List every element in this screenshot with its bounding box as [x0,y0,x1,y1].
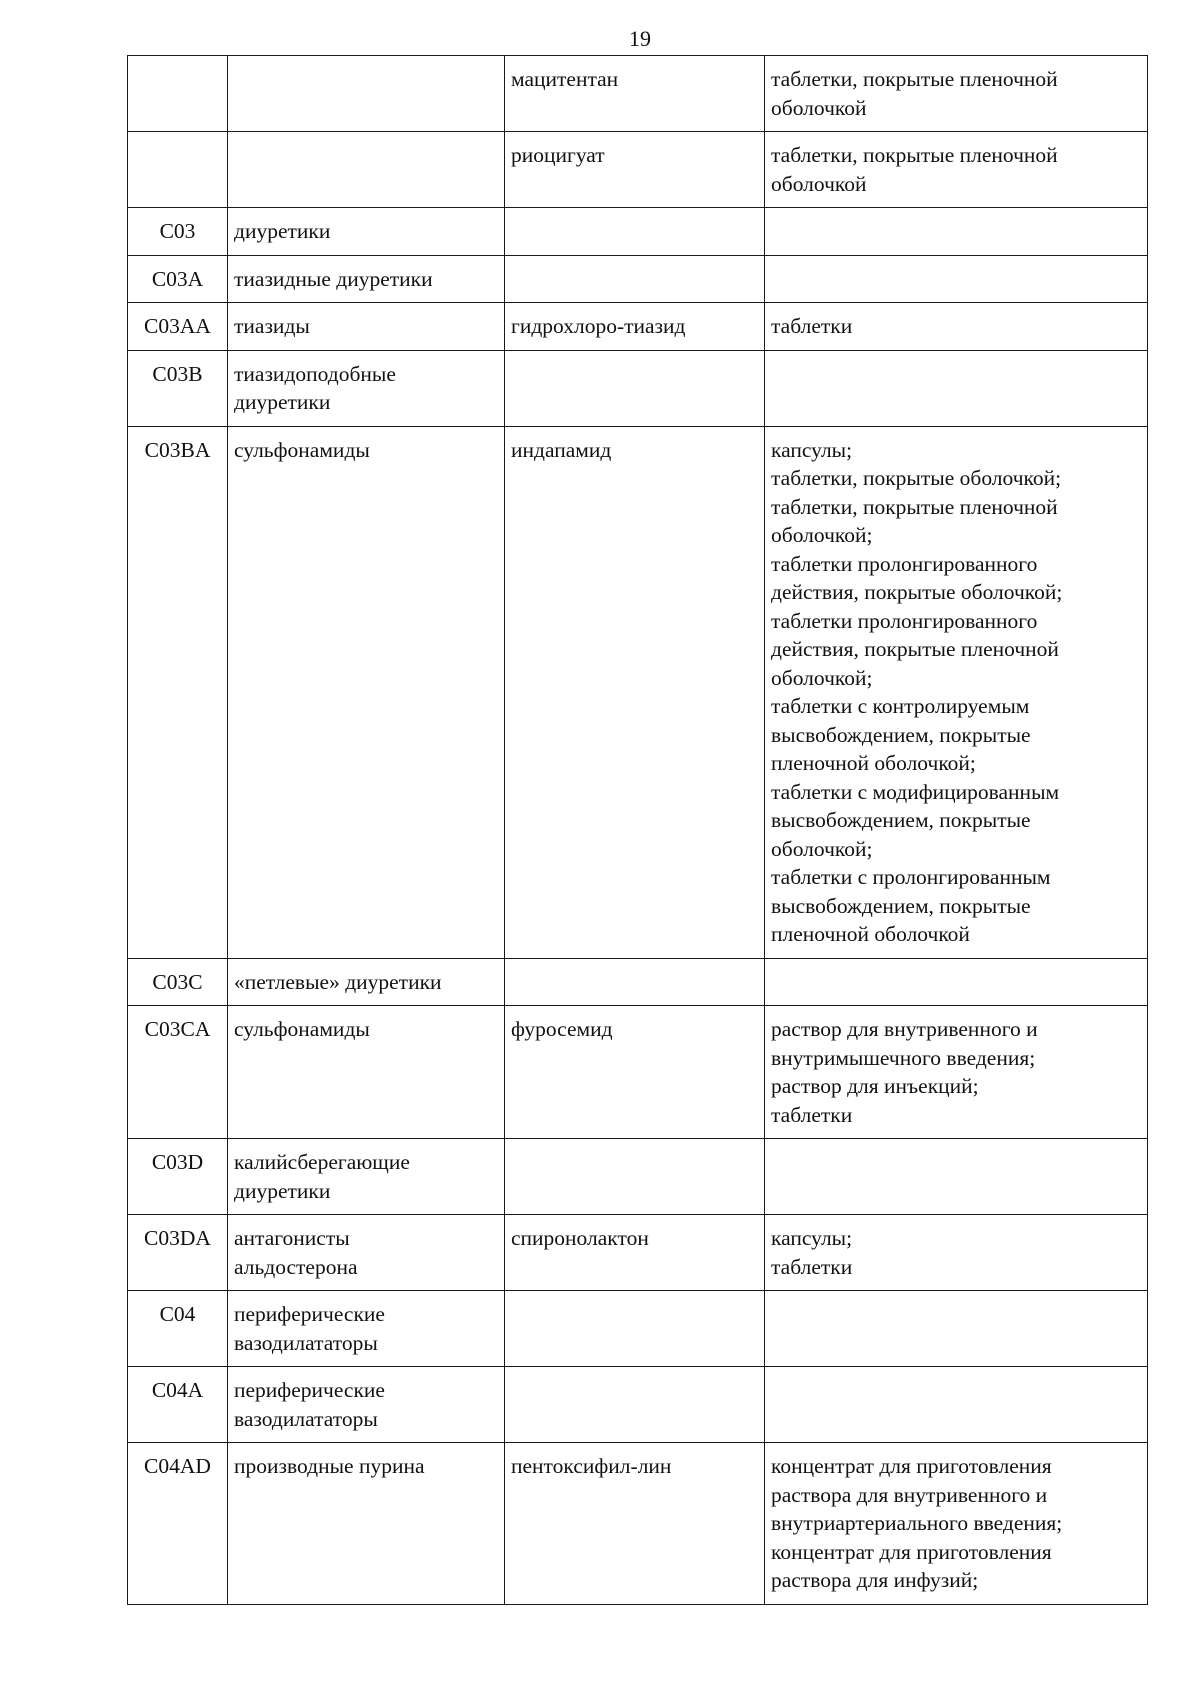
pharmacological-group-cell: сульфонамиды [228,1006,505,1139]
dosage-form-cell: таблетки, покрытые пленочной оболочкой [765,132,1148,208]
pharmacological-group-cell: тиазидные диуретики [228,255,505,303]
drug-name-cell [505,1139,765,1215]
atc-code-cell: C03B [128,350,228,426]
pharmacological-group-cell: антагонисты альдостерона [228,1215,505,1291]
pharmacological-group-cell: тиазидоподобные диуретики [228,350,505,426]
dosage-form-cell [765,958,1148,1006]
dosage-form-cell [765,350,1148,426]
drug-name-cell: мацитентан [505,56,765,132]
table-row [128,1006,1148,1139]
pharmacological-group-cell: периферические вазодилататоры [228,1291,505,1367]
pharmacological-group-cell [228,132,505,208]
drug-name-cell [505,1291,765,1367]
drug-name-cell [505,208,765,256]
atc-code-cell: C03CA [128,1006,228,1139]
atc-code-cell: C04A [128,1367,228,1443]
atc-code-cell: C04AD [128,1443,228,1605]
table-row [128,958,1148,1006]
pharmacological-group-cell: тиазиды [228,303,505,351]
table-row [128,1215,1148,1291]
drug-name-cell [505,255,765,303]
table-row [128,1139,1148,1215]
atc-code-cell: C03D [128,1139,228,1215]
pharmacological-group-cell: калийсберегающие диуретики [228,1139,505,1215]
drug-name-cell [505,958,765,1006]
dosage-form-cell: таблетки [765,303,1148,351]
dosage-form-cell: капсулы; таблетки, покрытые оболочкой; таблетки, покрытые пленочной оболочкой; таблетки пролонгированного действия, покрытые оболочкой; таблетки пролонгированного действия, покрытые пленочной оболочкой; таблетки с контролируемым высвобождением, покрытые пленочной оболочкой; таблетки с модифицированным высвобождением, покрытые оболочкой; таблетки с пролонгированным высвобождением, покрытые пленочной оболочкой [765,426,1148,958]
table-row [128,1443,1148,1605]
atc-code-cell [128,56,228,132]
drug-name-cell [505,1367,765,1443]
atc-code-cell: C04 [128,1291,228,1367]
table-row [128,56,1148,132]
drug-name-cell: пентоксифил-лин [505,1443,765,1605]
table-row [128,426,1148,958]
pharmacological-group-cell: сульфонамиды [228,426,505,958]
pharmacological-group-cell: диуретики [228,208,505,256]
drug-name-cell: индапамид [505,426,765,958]
pharmacological-group-cell [228,56,505,132]
dosage-form-cell [765,208,1148,256]
table-row [128,350,1148,426]
table-body [128,56,1148,1605]
drug-name-cell: риоцигуат [505,132,765,208]
dosage-form-cell: таблетки, покрытые пленочной оболочкой [765,56,1148,132]
pharmacological-group-cell: «петлевые» диуретики [228,958,505,1006]
drug-name-cell: фуросемид [505,1006,765,1139]
atc-code-cell: C03BA [128,426,228,958]
table-row [128,208,1148,256]
drug-name-cell [505,350,765,426]
dosage-form-cell: раствор для внутривенного и внутримышечного введения; раствор для инъекций; таблетки [765,1006,1148,1139]
table-row [128,255,1148,303]
atc-code-cell: C03A [128,255,228,303]
dosage-form-cell: капсулы; таблетки [765,1215,1148,1291]
dosage-form-cell [765,255,1148,303]
atc-code-cell: C03AA [128,303,228,351]
drug-name-cell: спиронолактон [505,1215,765,1291]
dosage-form-cell [765,1291,1148,1367]
table-row [128,1367,1148,1443]
table-row [128,303,1148,351]
drug-table [127,55,1148,1605]
page-number: 19 [629,26,651,51]
atc-code-cell: C03C [128,958,228,1006]
atc-code-cell: C03DA [128,1215,228,1291]
dosage-form-cell [765,1139,1148,1215]
pharmacological-group-cell: периферические вазодилататоры [228,1367,505,1443]
dosage-form-cell [765,1367,1148,1443]
table-row [128,1291,1148,1367]
pharmacological-group-cell: производные пурина [228,1443,505,1605]
table-row [128,132,1148,208]
dosage-form-cell: концентрат для приготовления раствора для внутривенного и внутриартериального введения; концентрат для приготовления раствора для инфузий; [765,1443,1148,1605]
atc-code-cell: C03 [128,208,228,256]
atc-code-cell [128,132,228,208]
drug-name-cell: гидрохлоро-тиазид [505,303,765,351]
